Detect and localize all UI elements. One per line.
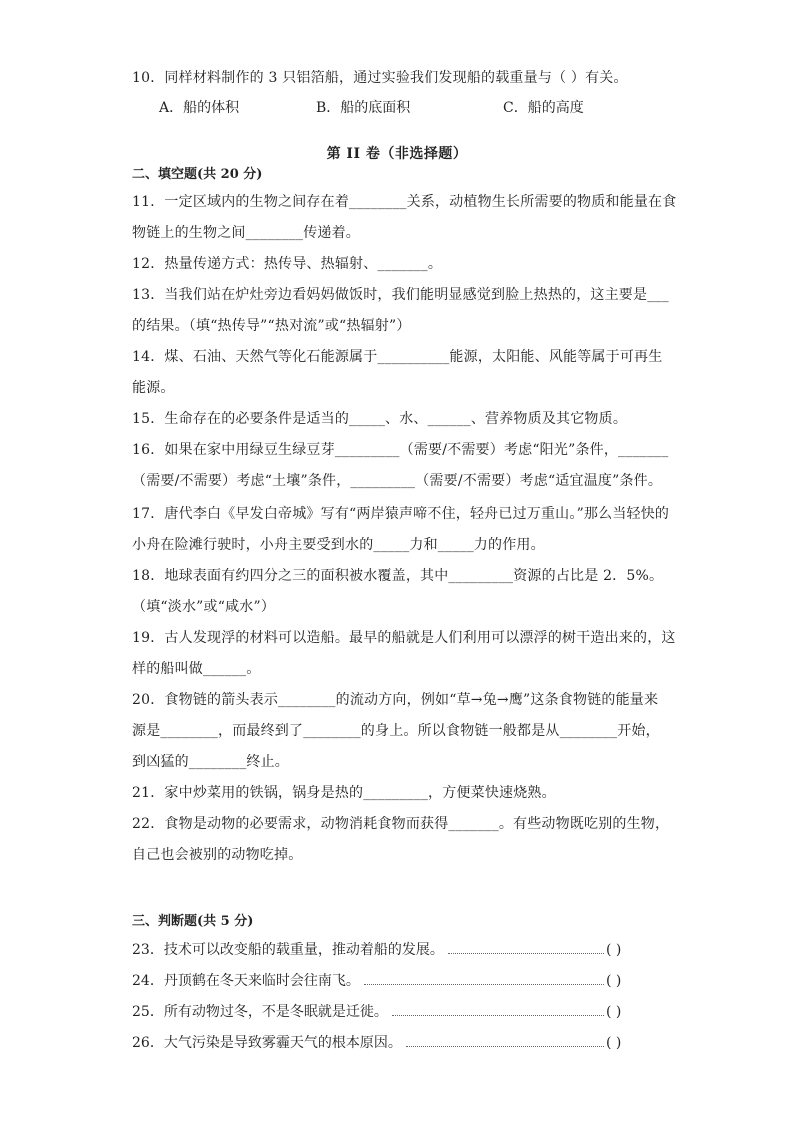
q10-option-b: B．船的底面积 (316, 100, 411, 116)
fill-line: （填“淡水”或“咸水”） (132, 599, 276, 615)
fill-line: 样的船叫做______。 (132, 661, 261, 677)
answer-paren: ( ) (606, 1004, 622, 1020)
answer-paren: ( ) (606, 942, 622, 958)
judge-text: 23．技术可以改变船的载重量，推动着船的发展。 (132, 942, 444, 958)
fill-line: 自己也会被别的动物吃掉。 (132, 847, 303, 863)
fill-line: 21．家中炒菜用的铁锅，锅身是热的_________，方便菜快速烧熟。 (132, 785, 556, 801)
fill-line: 16．如果在家中用绿豆生绿豆芽_________（需要/不需要）考虑“阳光”条件，_______ (132, 442, 669, 458)
judge-item-23 (132, 940, 652, 960)
judge-text: 26．大气污染是导致雾霾天气的根本原因。 (132, 1035, 402, 1051)
q10-option-c: C．船的高度 (503, 100, 584, 116)
leader-dots (448, 953, 604, 954)
question-10: 10．同样材料制作的 3 只铝箔船，通过实验我们发现船的载重量与（ ）有关。 (132, 70, 628, 86)
fill-line: 14．煤、石油、天然气等化石能源属于__________能源，太阳能、风能等属于可再生 (132, 349, 663, 365)
fill-line: 22．食物是动物的必要需求，动物消耗食物而获得_______。有些动物既吃别的生物， (132, 816, 670, 832)
fill-line: 源是________，而最终到了________的身上。所以食物链一般都是从________开始， (132, 723, 660, 739)
fill-line: 20．食物链的箭头表示________的流动方向，例如“草→兔→鹰”这条食物链的能量来 (132, 692, 659, 708)
judge-item-24 (132, 971, 652, 991)
fill-line: 能源。 (132, 380, 175, 396)
fill-line: 的结果。（填“热传导”“热对流”或“热辐射”） (132, 318, 411, 334)
answer-paren: ( ) (606, 1035, 622, 1051)
judge-item-25 (132, 1002, 652, 1022)
fill-line: 12．热量传递方式：热传导、热辐射、_______。 (132, 256, 443, 272)
leader-dots (364, 984, 604, 985)
q10-option-a: A．船的体积 (159, 100, 240, 116)
fill-line: 15．生命存在的必要条件是适当的_____、水、______、营养物质及其它物质。 (132, 411, 628, 427)
fill-line: 11．一定区域内的生物之间存在着________关系，动植物生长所需要的物质和能量在食 (132, 194, 677, 210)
judge-item-26 (132, 1033, 652, 1053)
section-fill-blank-heading: 二、填空题(共 20 分) (132, 167, 263, 182)
fill-line: 到凶猛的________终止。 (132, 754, 289, 770)
fill-line: 小舟在险滩行驶时，小舟主要受到水的_____力和_____力的作用。 (132, 537, 545, 553)
leader-dots (406, 1046, 604, 1047)
fill-line: 19．古人发现浮的材料可以造船。最早的船就是人们利用可以漂浮的树干造出来的，这 (132, 630, 676, 646)
section-judge-heading: 三、判断题(共 5 分) (132, 914, 254, 929)
judge-text: 25．所有动物过冬，不是冬眠就是迁徙。 (132, 1004, 388, 1020)
fill-line: 13．当我们站在炉灶旁边看妈妈做饭时，我们能明显感觉到脸上热热的，这主要是___ (132, 287, 669, 303)
fill-line: （需要/不需要）考虑“土壤”条件，_________（需要/不需要）考虑“适宜温度”条件。 (132, 473, 663, 489)
leader-dots (392, 1015, 604, 1016)
fill-line: 17．唐代李白《早发白帝城》写有“两岸猿声啼不住，轻舟已过万重山。”那么当轻快的 (132, 506, 670, 522)
fill-line: 18．地球表面有约四分之三的面积被水覆盖，其中_________资源的占比是 2．5%。 (132, 568, 664, 584)
judge-text: 24．丹顶鹤在冬天来临时会往南飞。 (132, 973, 360, 989)
part-two-title: 第 II 卷（非选择题） (326, 146, 468, 162)
fill-line: 物链上的生物之间________传递着。 (132, 225, 360, 241)
answer-paren: ( ) (606, 973, 622, 989)
